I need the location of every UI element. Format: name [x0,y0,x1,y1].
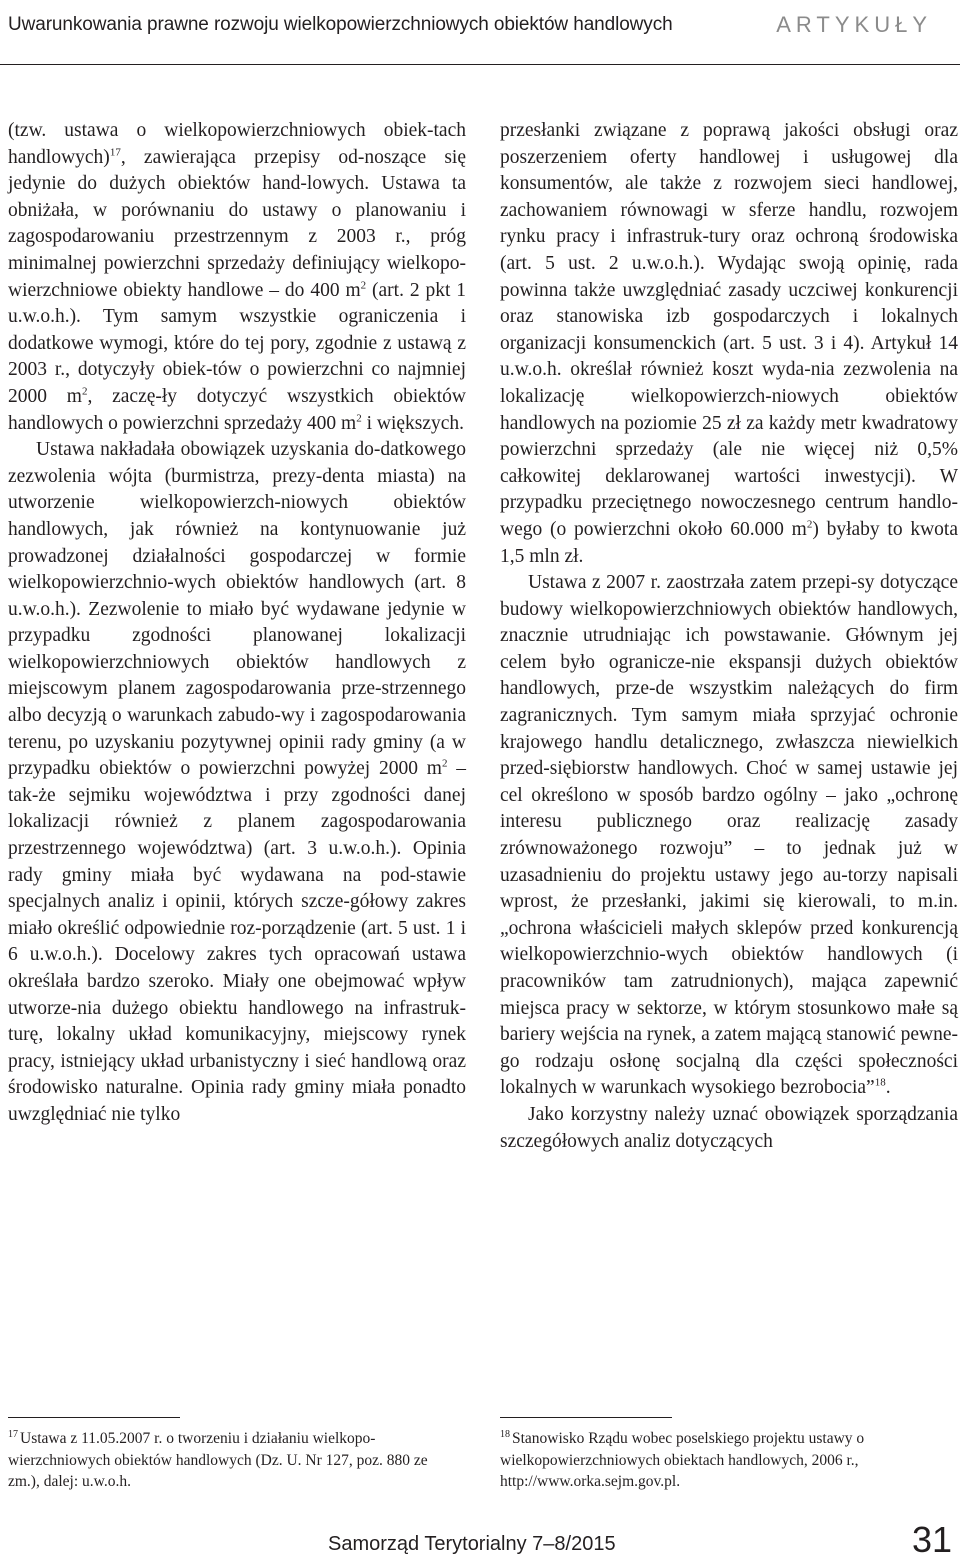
footnote-ref-18: 18 [874,1076,886,1089]
text-run: (art. 2 pkt 1 u.w.o.h.). Tym samym wszystkie ograniczenia i dodatkowe wymogi, które do tej pory, zgodnie z ustawą z 2003 r., dotyczyły obiek-tów o powierzchni co najmniej 2000 m [8,279,466,407]
text-run: Ustawa nakładała obowiązek uzyskania do-datkowego zezwolenia wójta (burmistrza, prezy-denta miasta) na utworzenie wielkopowierzch-niowych obiektów handlowych, jak również na kontynuowanie już prowadzonej działalności gospodarczej w formie wielkopowierzchnio-wych obiektów handlowych (art. 8 u.w.o.h.). Zezwolenie to miało być wydawane jedynie w przypadku zgodności planowanej lokalizacji wielkopowierzchniowych obiektów handlowych z miejscowym planem zagospodarowania prze-strzennego albo decyzją o warunkach zabudo-wy i zagospodarowania terenu, po uzyskaniu pozytywnej opinii rady gminy (a w przypadku obiektów o powierzchni powyżej 2000 m [8,439,466,780]
text-run: ) byłaby to kwota 1,5 mln zł. [500,518,958,567]
header-section-label: ARTYKUŁY [776,12,932,37]
superscript: 2 [81,385,88,398]
text-run: przesłanki związane z poprawą jakości obsługi oraz poszerzeniem oferty handlowej i usługowej dla konsumentów, ale także z rozwojem sieci handlowej, zachowaniem równowagi w sferze handlu, rozwojem rynku pracy i infrastruk-tury oraz ochroną środowiska (art. 5 ust. 2 u.w.o.h.). Wydając swoją opinię, rada powinna także uwzględniać zasady uczciwej konkurencji oraz stanowiska izb gospodarczych i lokalnych organizacji konsumenckich (art. 5 ust. 3 i 4). Artykuł 14 u.w.o.h. określał również koszt wyda-nia zezwolenia na lokalizację wielkopowierzch-niowych obiektów handlowych na poziomie 25 zł za każdy metr kwadratowy powierzchni sprzedaży (ale nie więcej niż 0,5% całkowitej deklarowanej wartości inwestycji). W przypadku przeciętnego nowoczesnego centrum handlo-wego (o powierzchni około 60.000 m [500,120,958,540]
footnote-text: Ustawa z 11.05.2007 r. o tworzeniu i działaniu wielkopo-wierzchniowych obiektów handlowych (Dz. U. Nr 127, poz. 880 ze zm.), dalej: u.w.o.h. [8,1430,428,1491]
footnote-text: Stanowisko Rządu wobec poselskiego projektu ustawy o wielkopowierzchniowych obiektach handlowych, 2006 r., http://www.orka.sejm.gov.pl. [500,1430,865,1491]
footnote-ref-17: 17 [109,146,121,159]
left-column [8,118,466,1129]
header-divider [0,64,960,65]
paragraph [500,118,958,570]
running-header [8,14,960,46]
journal-name: Samorząd Terytorialny 7–8/2015 [328,1533,616,1555]
text-run: – tak-że sejmiku województwa i przy zgodności danej lokalizacji również z planem zagospodarowania przestrzennego województwa) (art. 3 u.w.o.h.). Opinia rady gminy miała być wydawana na pod-stawie specjalnych analiz i opinii, których szcze-gółowy zakres miało określić odpowiednie roz-porządzenie (art. 5 ust. 1 i 6 u.w.o.h.). Docelowy zakres tych opracowań ustawa określała bardzo szeroko. Miały one obejmować wpływ utworze-nia dużego obiektu handlowego na infrastruk-turę, lokalny układ komunikacyjny, miejscowy rynek pracy, istniejący układ urbanistyczny i sieć handlową oraz środowisko naturalne. Opinia rady gminy miała ponadto uwzględniać nie tylko [8,758,467,1125]
paragraph: Jako korzystny należy uznać obowiązek sporządzania szczegółowych analiz dotyczących [500,1103,958,1152]
superscript: 2 [356,412,362,425]
footnote-divider [8,1417,180,1418]
text-run: , zawierająca przepisy od-noszące się jedynie do dużych obiektów hand-lowych. Ustawa ta obniżała, w porównaniu do ustawy o planowaniu i zagospodarowaniu przestrzennym z 2003 r., próg minimalnej powierzchni sprzedaży definiujący wielkopo-wierzchniowe obiekty handlowe – do 400 m [8,146,466,301]
footnote-18 [500,1428,952,1493]
text-run: . [885,1077,891,1099]
text-run: (tzw. ustawa o wielkopowierzchniowych obiek-tach handlowych) [8,120,466,168]
text-run: , zaczę-ły dotyczyć wszystkich obiektów handlowych o powierzchni sprzedaży 400 m [8,385,466,434]
right-column [500,118,958,1155]
superscript: 2 [360,279,367,292]
superscript: 2 [441,757,448,770]
text-run: Ustawa z 2007 r. zaostrzała zatem przepi-sy dotyczące budowy wielkopowierzchniowych obiektów handlowych, znacznie utrudniając ich powstawanie. Głównym jej celem było ogranicze-nie ekspansji dużych obiektów handlowych, prze-de wszystkim należących do firm zagranicznych. Tym samym miała sprzyjać ochronie krajowego handlu detalicznego, zwłaszcza niewielkich przed-siębiorstw handlowych. Choć w samej ustawie jej cel określono w sposób bardzo ogólny – jako „ochronę interesu publicznego oraz realizację zasady zrównoważonego rozwoju” – to jednak już w uzasadnieniu do projektu ustawy jego au-torzy napisali wprost, że przesłanki, jakimi się kierowali, to m.in. „ochrona właścicieli małych sklepów przed konkurencją wielkopowierzchnio-wych obiektów handlowych (i pracowników tam zatrudnionych), mająca zapewnić miejsca pracy w sektorze, w którym stosunkowo małe są bariery wejścia na rynek, a zatem mającą stanowić pewne-go rodzaju osłonę socjalną dla części społeczności lokalnych w warunkach wysokiego bezrobocia” [500,572,958,1099]
paragraph [8,437,466,1128]
footnote-number: 18 [500,1428,510,1440]
footnote-number: 17 [8,1428,18,1440]
page-number: 31 [911,1519,952,1560]
footnote-divider [500,1417,672,1418]
superscript: 2 [806,518,813,531]
paragraph [500,570,958,1102]
footnote-17 [8,1428,460,1493]
paragraph [8,118,466,437]
text-run: i większych. [361,412,465,434]
header-title: Uwarunkowania prawne rozwoju wielkopowierzchniowych obiektów handlowych [8,14,673,35]
